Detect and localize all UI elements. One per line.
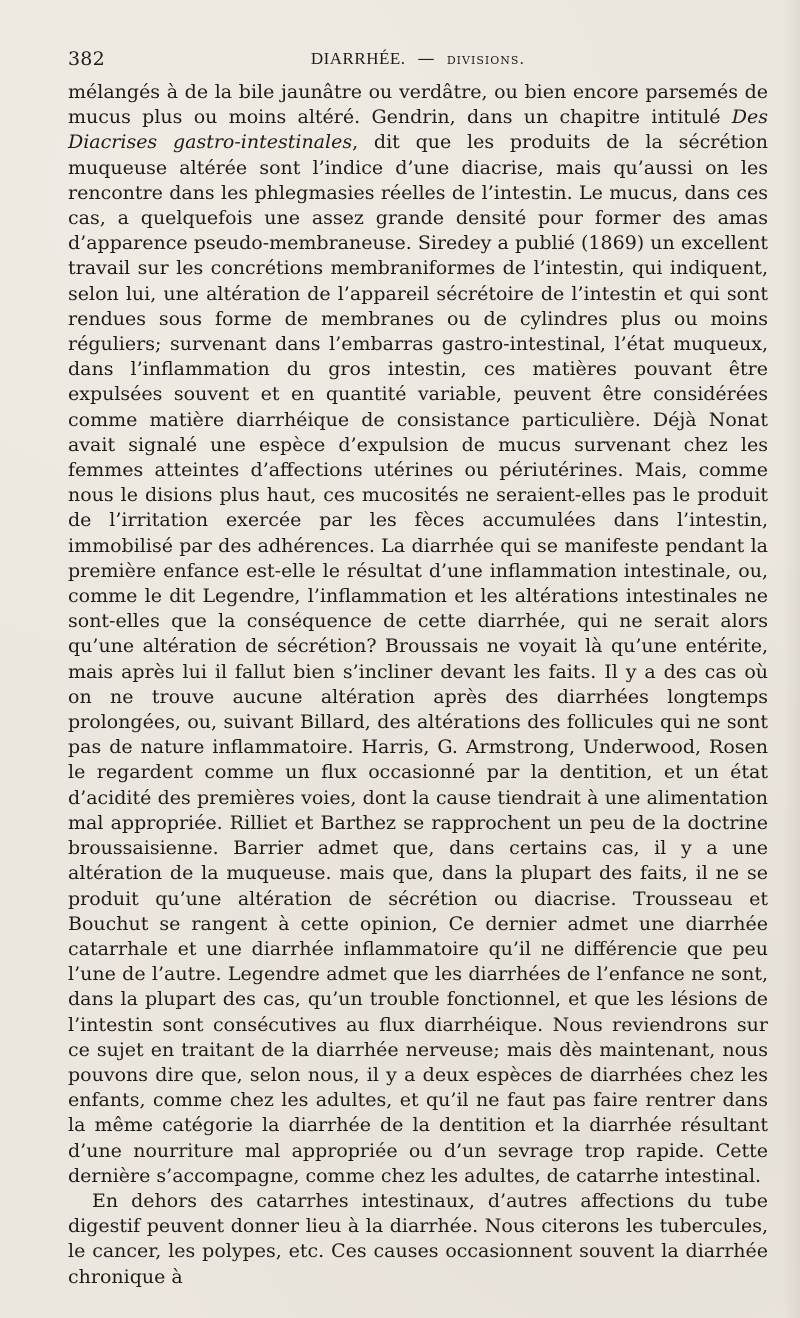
- paragraph: [68, 1189, 768, 1290]
- running-head-separator: —: [417, 49, 435, 69]
- running-head-title: DIARRHÉE.: [310, 49, 406, 68]
- running-head-section: divisions.: [446, 50, 526, 68]
- page-number: 382: [68, 48, 105, 70]
- paragraph-text: En dehors des catarrhes intestinaux, d’autres affections du tube digestif peuvent donner lieu à la diarrhée. Nous citerons les tubercules, le cancer, les polypes, etc. Ces causes occasionnent souvent la diarrhée chronique à: [68, 1189, 768, 1288]
- paragraph-text: mélangés à de la bile jaunâtre ou verdâtre, ou bien encore parsemés de mucus plus ou moins altéré. Gendrin, dans un chapitre intitulé: [68, 81, 768, 129]
- page-edge-shadow: [782, 0, 800, 1318]
- body-text: [68, 80, 768, 1290]
- italic-title: Des Diacrises gastro-intestinales: [68, 106, 768, 154]
- paragraph: [68, 80, 768, 1189]
- page-header: [68, 40, 768, 72]
- running-head: [68, 49, 768, 69]
- paragraph-text: , dit que les produits de la sécrétion muqueuse altérée sont l’indice d’une diacrise, mais qu’aussi on les rencontre dans les phlegmasies réelles de l’intestin. Le mucus, dans ces cas, a quelquefois une assez grande densité pour former des amas d’apparence pseudo-membraneuse. Siredey a publié (1869) un excellent travail sur les concrétions membraniformes de l’intestin, qui indiquent, selon lui, une altération de l’appareil sécrétoire de l’intestin et qui sont rendues sous forme de membranes ou de cylindres plus ou moins réguliers; survenant dans l’embarras gastro-intestinal, l’état muqueux, dans l’inflammation du gros intestin, ces matières pouvant être expulsées souvent et en quantité variable, peuvent être considérées comme matière diarrhéique de consistance particulière. Déjà Nonat avait signalé une espèce d’expulsion de mucus survenant chez les femmes atteintes d’affections utérines ou périutérines. Mais, comme nous le disions plus haut, ces mucosités ne seraient-elles pas le produit de l’irritation exercée par les fèces accumulées dans l’intestin, immobilisé par des adhérences. La diarrhée qui se manifeste pendant la première enfance est-elle le résultat d’une inflammation intestinale, ou, comme le dit Legendre, l’inflammation et les altérations intestinales ne sont-elles que la conséquence de cette diarrhée, qui ne serait alors qu’une altération de sécrétion? Broussais ne voyait là qu’une entérite, mais après lui il fallut bien s’incliner devant les faits. Il y a des cas où on ne trouve aucune altération après des diarrhées longtemps prolongées, ou, suivant Billard, des altérations des follicules qui ne sont pas de nature inflammatoire. Harris, G. Armstrong, Underwood, Rosen le regardent comme un flux occasionné par la dentition, et un état d’acidité des premières voies, dont la cause tiendrait à une alimentation mal appropriée. Rilliet et Barthez se rapprochent un peu de la doctrine broussaisienne. Barrier admet que, dans certains cas, il y a une altération de la muqueuse. mais que, dans la plupart des faits, il ne se produit qu’une altération de sécrétion ou diacrise. Trousseau et Bouchut se rangent à cette opinion, Ce dernier admet une diarrhée catarrhale et une diarrhée inflammatoire qu’il ne différencie que peu l’une de l’autre. Legendre admet que les diarrhées de l’enfance ne sont, dans la plupart des cas, qu’un trouble fonctionnel, et que les lésions de l’intestin sont consécutives au flux diarrhéique. Nous reviendrons sur ce sujet en traitant de la diarrhée nerveuse; mais dès maintenant, nous pouvons dire que, selon nous, il y a deux espèces de diarrhées chez les enfants, comme chez les adultes, et qu’il ne faut pas faire rentrer dans la même catégorie la diarrhée de la dentition et la diarrhée résultant d’une nourriture mal appropriée ou d’un sevrage trop rapide. Cette dernière s’accompagne, comme chez les adultes, de catarrhe intestinal.: [68, 131, 768, 1187]
